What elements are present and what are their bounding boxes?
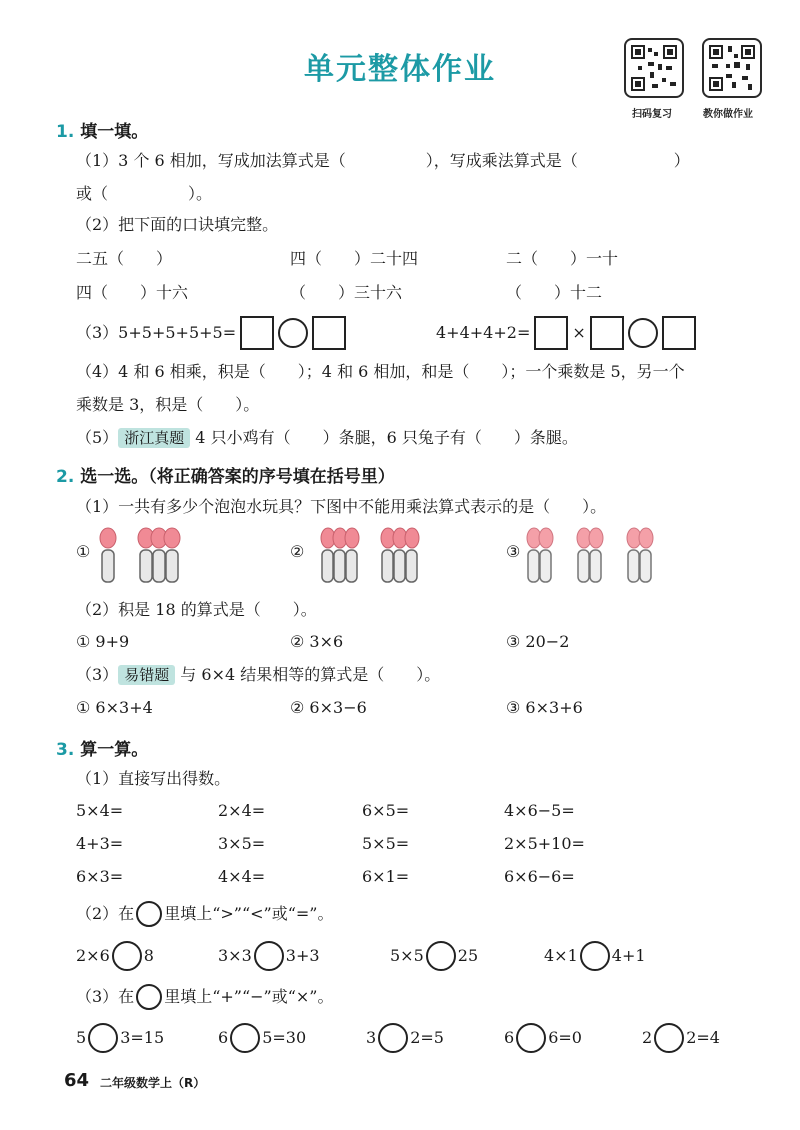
answer-circle[interactable] xyxy=(112,941,142,971)
choice-option: ③ 20−2 xyxy=(506,632,570,651)
qr-caption-review: 扫码复习 xyxy=(632,109,672,120)
page-number: 64 xyxy=(64,1070,90,1091)
answer-circle[interactable] xyxy=(654,1023,684,1053)
choice-option: ① 9+9 xyxy=(76,632,130,651)
q2-1-text: （1）一共有多少个泡泡水玩具？下图中不能用乘法算式表示的是（ ）。 xyxy=(76,497,607,516)
instruction-text: （2）在 xyxy=(76,904,135,923)
calc-item: 6×3= xyxy=(76,867,124,886)
error-prone-tag: 易错题 xyxy=(118,665,175,685)
verse-item: 二（ ）一十 xyxy=(506,249,619,268)
instruction-text: 里填上“>”“<”或“=”。 xyxy=(164,904,334,923)
expr-left: 3 xyxy=(366,1028,377,1047)
compare-item xyxy=(218,940,320,972)
option-marker: ③ xyxy=(506,542,521,561)
verse-item: （ ）十二 xyxy=(506,283,603,302)
expr-right: 2=5 xyxy=(410,1028,444,1047)
circle-symbol xyxy=(136,984,162,1010)
q1-1-line2: 或（ ）。 xyxy=(76,184,213,203)
calc-item: 4×6−5= xyxy=(504,801,575,820)
verse-item: （ ）三十六 xyxy=(290,283,403,302)
page-title: 单元整体作业 xyxy=(304,52,496,87)
expr-left: 6 xyxy=(504,1028,515,1047)
q1-4-line1: （4）4 和 6 相乘，积是（ ）；4 和 6 相加，和是（ ）；一个乘数是 5，另一个 xyxy=(76,362,685,381)
compare-item xyxy=(76,940,154,972)
times-sign: × xyxy=(572,323,586,342)
source-tag: 浙江真题 xyxy=(118,428,190,448)
q1-3-row xyxy=(76,316,346,350)
expr-right: 4+1 xyxy=(611,946,646,965)
calc-item: 6×1= xyxy=(362,867,410,886)
expr-right: 3=15 xyxy=(120,1028,165,1047)
section-number: 1. xyxy=(56,122,75,142)
operator-item xyxy=(218,1022,306,1054)
operator-circle[interactable] xyxy=(628,318,658,348)
calc-item: 6×5= xyxy=(362,801,410,820)
calc-item: 2×4= xyxy=(218,801,266,820)
calc-item: 2×5+10= xyxy=(504,834,585,853)
section-2-heading xyxy=(56,462,395,487)
book-name: 二年级数学上（R） xyxy=(100,1076,206,1090)
q3-3-text xyxy=(76,984,334,1010)
section-3-heading xyxy=(56,735,148,760)
calc-item: 3×5= xyxy=(218,834,266,853)
expr-left: 6 xyxy=(218,1028,229,1047)
answer-circle[interactable] xyxy=(580,941,610,971)
verse-item: 二五（ ） xyxy=(76,249,173,268)
qr-code-review[interactable] xyxy=(624,38,684,98)
calc-item: 5×4= xyxy=(76,801,124,820)
expr-left: 5 xyxy=(76,1028,87,1047)
operator-item xyxy=(76,1022,164,1054)
expr-left: 3×3 xyxy=(218,946,252,965)
answer-box[interactable] xyxy=(590,316,624,350)
expr-left: 4×1 xyxy=(544,946,578,965)
calc-item: 4×4= xyxy=(218,867,266,886)
section-number: 2. xyxy=(56,467,75,487)
option-marker: ① xyxy=(76,542,91,561)
q2-3-row xyxy=(76,665,440,685)
expr-right: 6=0 xyxy=(548,1028,582,1047)
option-marker: ② xyxy=(290,542,305,561)
bubble-toy-icon xyxy=(524,524,674,586)
operator-circle[interactable] xyxy=(278,318,308,348)
question-number: （3） xyxy=(76,665,119,684)
question-number: （5） xyxy=(76,428,119,447)
operator-item xyxy=(504,1022,582,1054)
answer-box[interactable] xyxy=(534,316,568,350)
section-1-heading xyxy=(56,117,148,142)
calc-item: 5×5= xyxy=(362,834,410,853)
equation-label: 4+4+4+2= xyxy=(436,323,531,342)
q1-1-line1: （1）3 个 6 相加，写成加法算式是（ ），写成乘法算式是（ ） xyxy=(76,151,690,170)
answer-circle[interactable] xyxy=(230,1023,260,1053)
instruction-text: （3）在 xyxy=(76,987,135,1006)
circle-symbol xyxy=(136,901,162,927)
answer-box[interactable] xyxy=(312,316,346,350)
answer-circle[interactable] xyxy=(378,1023,408,1053)
q1-5-row xyxy=(76,428,578,448)
q1-3-row-right xyxy=(436,316,696,350)
answer-circle[interactable] xyxy=(516,1023,546,1053)
qr-caption-help: 教你做作业 xyxy=(703,109,753,120)
choice-option: ③ 6×3+6 xyxy=(506,698,583,717)
question-text: 与 6×4 结果相等的算式是（ ）。 xyxy=(180,665,441,684)
instruction-text: 里填上“+”“−”或“×”。 xyxy=(164,987,334,1006)
qr-code-icon xyxy=(704,40,760,96)
expr-right: 8 xyxy=(143,946,154,965)
section-title: 填一填。 xyxy=(80,122,149,142)
operator-item xyxy=(366,1022,444,1054)
equation-label: （3）5+5+5+5+5= xyxy=(76,323,237,342)
qr-code-help[interactable] xyxy=(702,38,762,98)
section-title: 算一算。 xyxy=(80,740,149,760)
answer-box[interactable] xyxy=(662,316,696,350)
answer-box[interactable] xyxy=(240,316,274,350)
verse-item: 四（ ）十六 xyxy=(76,283,189,302)
toy-group-1 xyxy=(96,524,206,586)
question-text: 4 只小鸡有（ ）条腿，6 只兔子有（ ）条腿。 xyxy=(195,428,578,447)
qr-code-icon xyxy=(626,40,682,96)
expr-right: 25 xyxy=(457,946,479,965)
verse-item: 四（ ）二十四 xyxy=(290,249,419,268)
choice-option: ② 3×6 xyxy=(290,632,344,651)
compare-item xyxy=(390,940,478,972)
section-title: 选一选。（将正确答案的序号填在括号里） xyxy=(80,467,395,487)
expr-right: 5=30 xyxy=(262,1028,307,1047)
answer-circle[interactable] xyxy=(88,1023,118,1053)
expr-left: 2 xyxy=(642,1028,653,1047)
expr-right: 3+3 xyxy=(285,946,320,965)
section-number: 3. xyxy=(56,740,75,760)
expr-right: 2=4 xyxy=(686,1028,720,1047)
choice-option: ② 6×3−6 xyxy=(290,698,367,717)
compare-item xyxy=(544,940,646,972)
expr-left: 5×5 xyxy=(390,946,424,965)
toy-group-2 xyxy=(316,524,436,586)
toy-group-3 xyxy=(524,524,674,586)
expr-left: 2×6 xyxy=(76,946,110,965)
calc-item: 4+3= xyxy=(76,834,124,853)
calc-item: 6×6−6= xyxy=(504,867,575,886)
q1-4-line2: 乘数是 3，积是（ ）。 xyxy=(76,395,260,414)
choice-option: ① 6×3+4 xyxy=(76,698,153,717)
bubble-toy-icon xyxy=(316,524,436,586)
q3-1-text: （1）直接写出得数。 xyxy=(76,769,231,788)
operator-item xyxy=(642,1022,720,1054)
q2-2-text: （2）积是 18 的算式是（ ）。 xyxy=(76,600,317,619)
bubble-toy-icon xyxy=(96,524,206,586)
answer-circle[interactable] xyxy=(254,941,284,971)
q3-2-text xyxy=(76,901,334,927)
answer-circle[interactable] xyxy=(426,941,456,971)
q1-2-intro: （2）把下面的口诀填完整。 xyxy=(76,215,279,234)
